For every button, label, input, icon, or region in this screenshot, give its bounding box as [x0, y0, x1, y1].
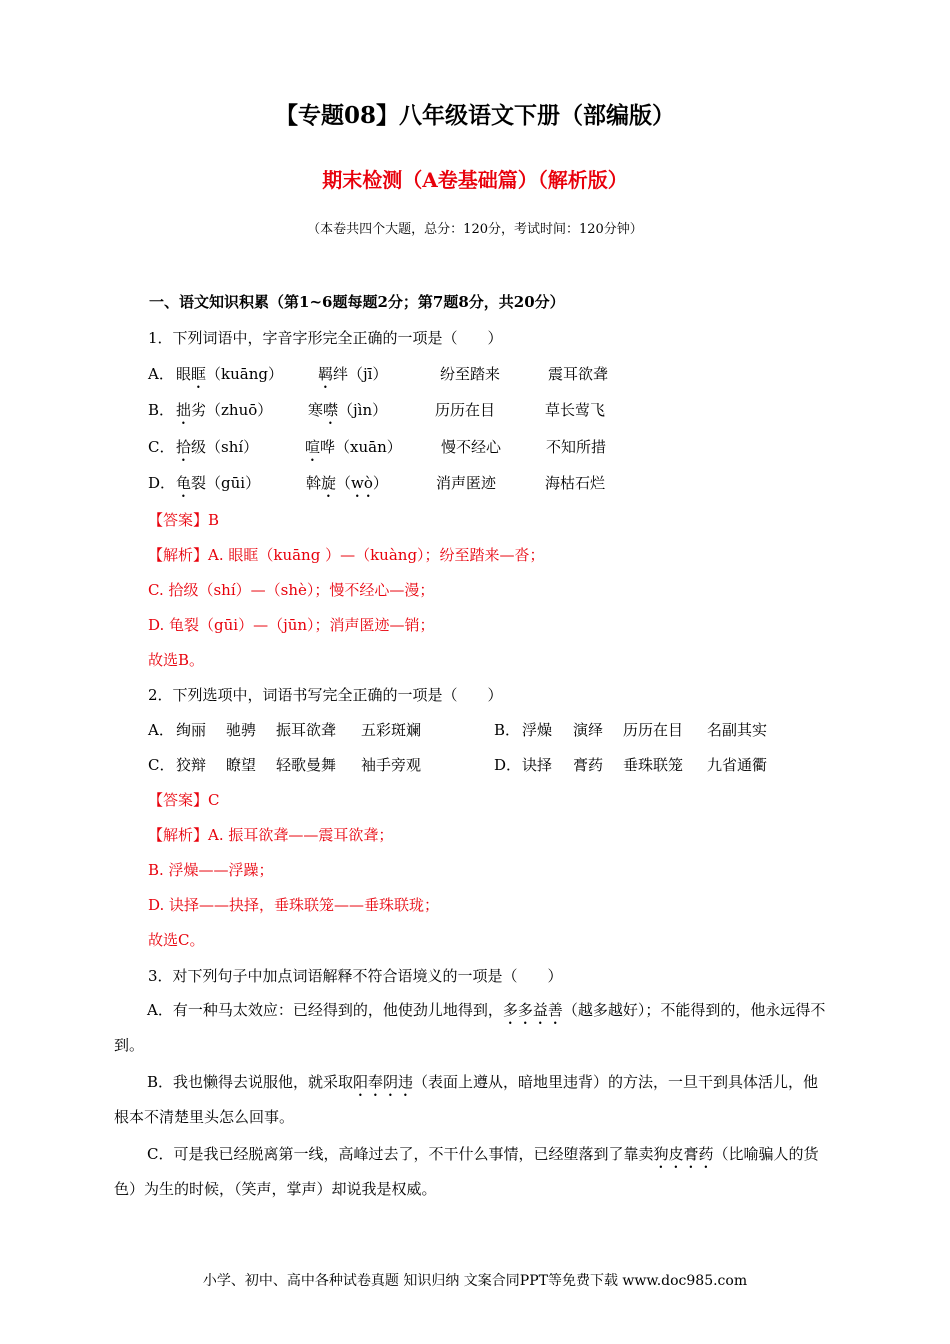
question-stem: 1．下列词语中，字音字形完全正确的一项是（ ） [148, 329, 503, 347]
option-word: 拾级（shí） [176, 438, 259, 456]
option-word: 龟裂（gūi） [176, 474, 261, 492]
option-label: B． [494, 721, 521, 739]
option-word: 膏药 [573, 756, 604, 774]
analysis-line: B. 浮燥——浮躁； [148, 861, 274, 879]
option-label: C． [148, 756, 175, 774]
option-word: 轻歌曼舞 [276, 756, 337, 774]
analysis-line: 【解析】A. 眼眶（kuāng ）—（kuàng）；纷至踏来—沓； [148, 546, 545, 564]
option-word: 羁绊（jī） [318, 365, 388, 383]
option-word: 袖手旁观 [361, 756, 422, 774]
page-subtitle: 期末检测（A卷基础篇）（解析版） [322, 168, 628, 192]
option-word: 消声匿迹 [436, 474, 497, 492]
option-word: 眼眶（kuāng） [176, 365, 283, 383]
answer-line: 【答案】C [148, 791, 220, 809]
option-word: 海枯石烂 [545, 474, 606, 492]
option-word: 五彩斑斓 [361, 721, 422, 739]
option-word: 九省通衢 [707, 756, 768, 774]
option-label: A． [148, 721, 174, 739]
option-label: A． [148, 365, 174, 383]
option-word: 历历在目 [623, 721, 684, 739]
option-label: B． [148, 401, 175, 419]
analysis-line: D. 龟裂（gūi）—（jūn）；消声匿迹—销； [148, 616, 435, 634]
option-label: C． [148, 438, 175, 456]
question-stem: 3．对下列句子中加点词语解释不符合语境义的一项是（ ） [148, 967, 563, 985]
q3-option-a: A．有一种马太效应：已经得到的，他使劲儿地得到，多多益善（越多越好）；不能得到的，他永远得不到。 [114, 1001, 826, 1054]
analysis-line: 故选C。 [148, 931, 205, 949]
section-heading: 一、语文知识积累（第1~6题每题2分；第7题8分，共20分） [149, 293, 565, 311]
option-word: 名副其实 [707, 721, 768, 739]
option-word: 驰骋 [226, 721, 257, 739]
analysis-line: C. 拾级（shí）—（shè）；慢不经心—漫； [148, 581, 435, 599]
option-word: 狡辩 [176, 756, 207, 774]
option-word: 纷至踏来 [440, 365, 501, 383]
option-word: 喧哗（xuān） [305, 438, 402, 456]
analysis-line: D. 诀择——抉择，垂珠联笼——垂珠联珑； [148, 896, 440, 914]
question-stem: 2．下列选项中，词语书写完全正确的一项是（ ） [148, 686, 503, 704]
exam-note: （本卷共四个大题，总分：120分，考试时间：120分钟） [307, 222, 643, 237]
option-word: 诀择 [522, 756, 553, 774]
option-word: 草长莺飞 [545, 401, 606, 419]
option-label: D． [148, 474, 176, 492]
option-word: 瞭望 [226, 756, 257, 774]
page-title: 【专题08】八年级语文下册（部编版） [274, 102, 675, 129]
option-word: 振耳欲聋 [276, 721, 337, 739]
answer-line: 【答案】B [148, 511, 220, 529]
option-word: 演绎 [573, 721, 604, 739]
option-label: D． [494, 756, 522, 774]
option-word: 绚丽 [176, 721, 207, 739]
option-word: 垂珠联笼 [623, 756, 684, 774]
q3-option-c: C．可是我已经脱离第一线，高峰过去了，不干什么事情，已经堕落到了靠卖狗皮膏药（比喻骗人的货色）为生的时候，（笑声，掌声）却说我是权威。 [114, 1145, 819, 1198]
option-word: 拙劣（zhuō） [176, 401, 273, 419]
option-word: 震耳欲聋 [548, 365, 609, 383]
option-word: 历历在目 [435, 401, 496, 419]
analysis-line: 故选B。 [148, 651, 205, 669]
option-word: 慢不经心 [441, 438, 502, 456]
analysis-line: 【解析】A. 振耳欲聋——震耳欲聋； [148, 826, 394, 844]
option-word: 不知所措 [546, 438, 607, 456]
page-footer: 小学、初中、高中各种试卷真题 知识归纳 文案合同PPT等免费下载 www.doc985.com [202, 1273, 748, 1289]
option-word: 浮燥 [522, 721, 553, 739]
option-word: 寒噤（jìn） [308, 401, 388, 419]
q3-option-b: B．我也懒得去说服他，就采取阳奉阴违（表面上遵从，暗地里违背）的方法，一旦干到具体活儿，他根本不清楚里头怎么回事。 [114, 1073, 819, 1126]
option-word: 斡旋（wò） [306, 474, 388, 492]
